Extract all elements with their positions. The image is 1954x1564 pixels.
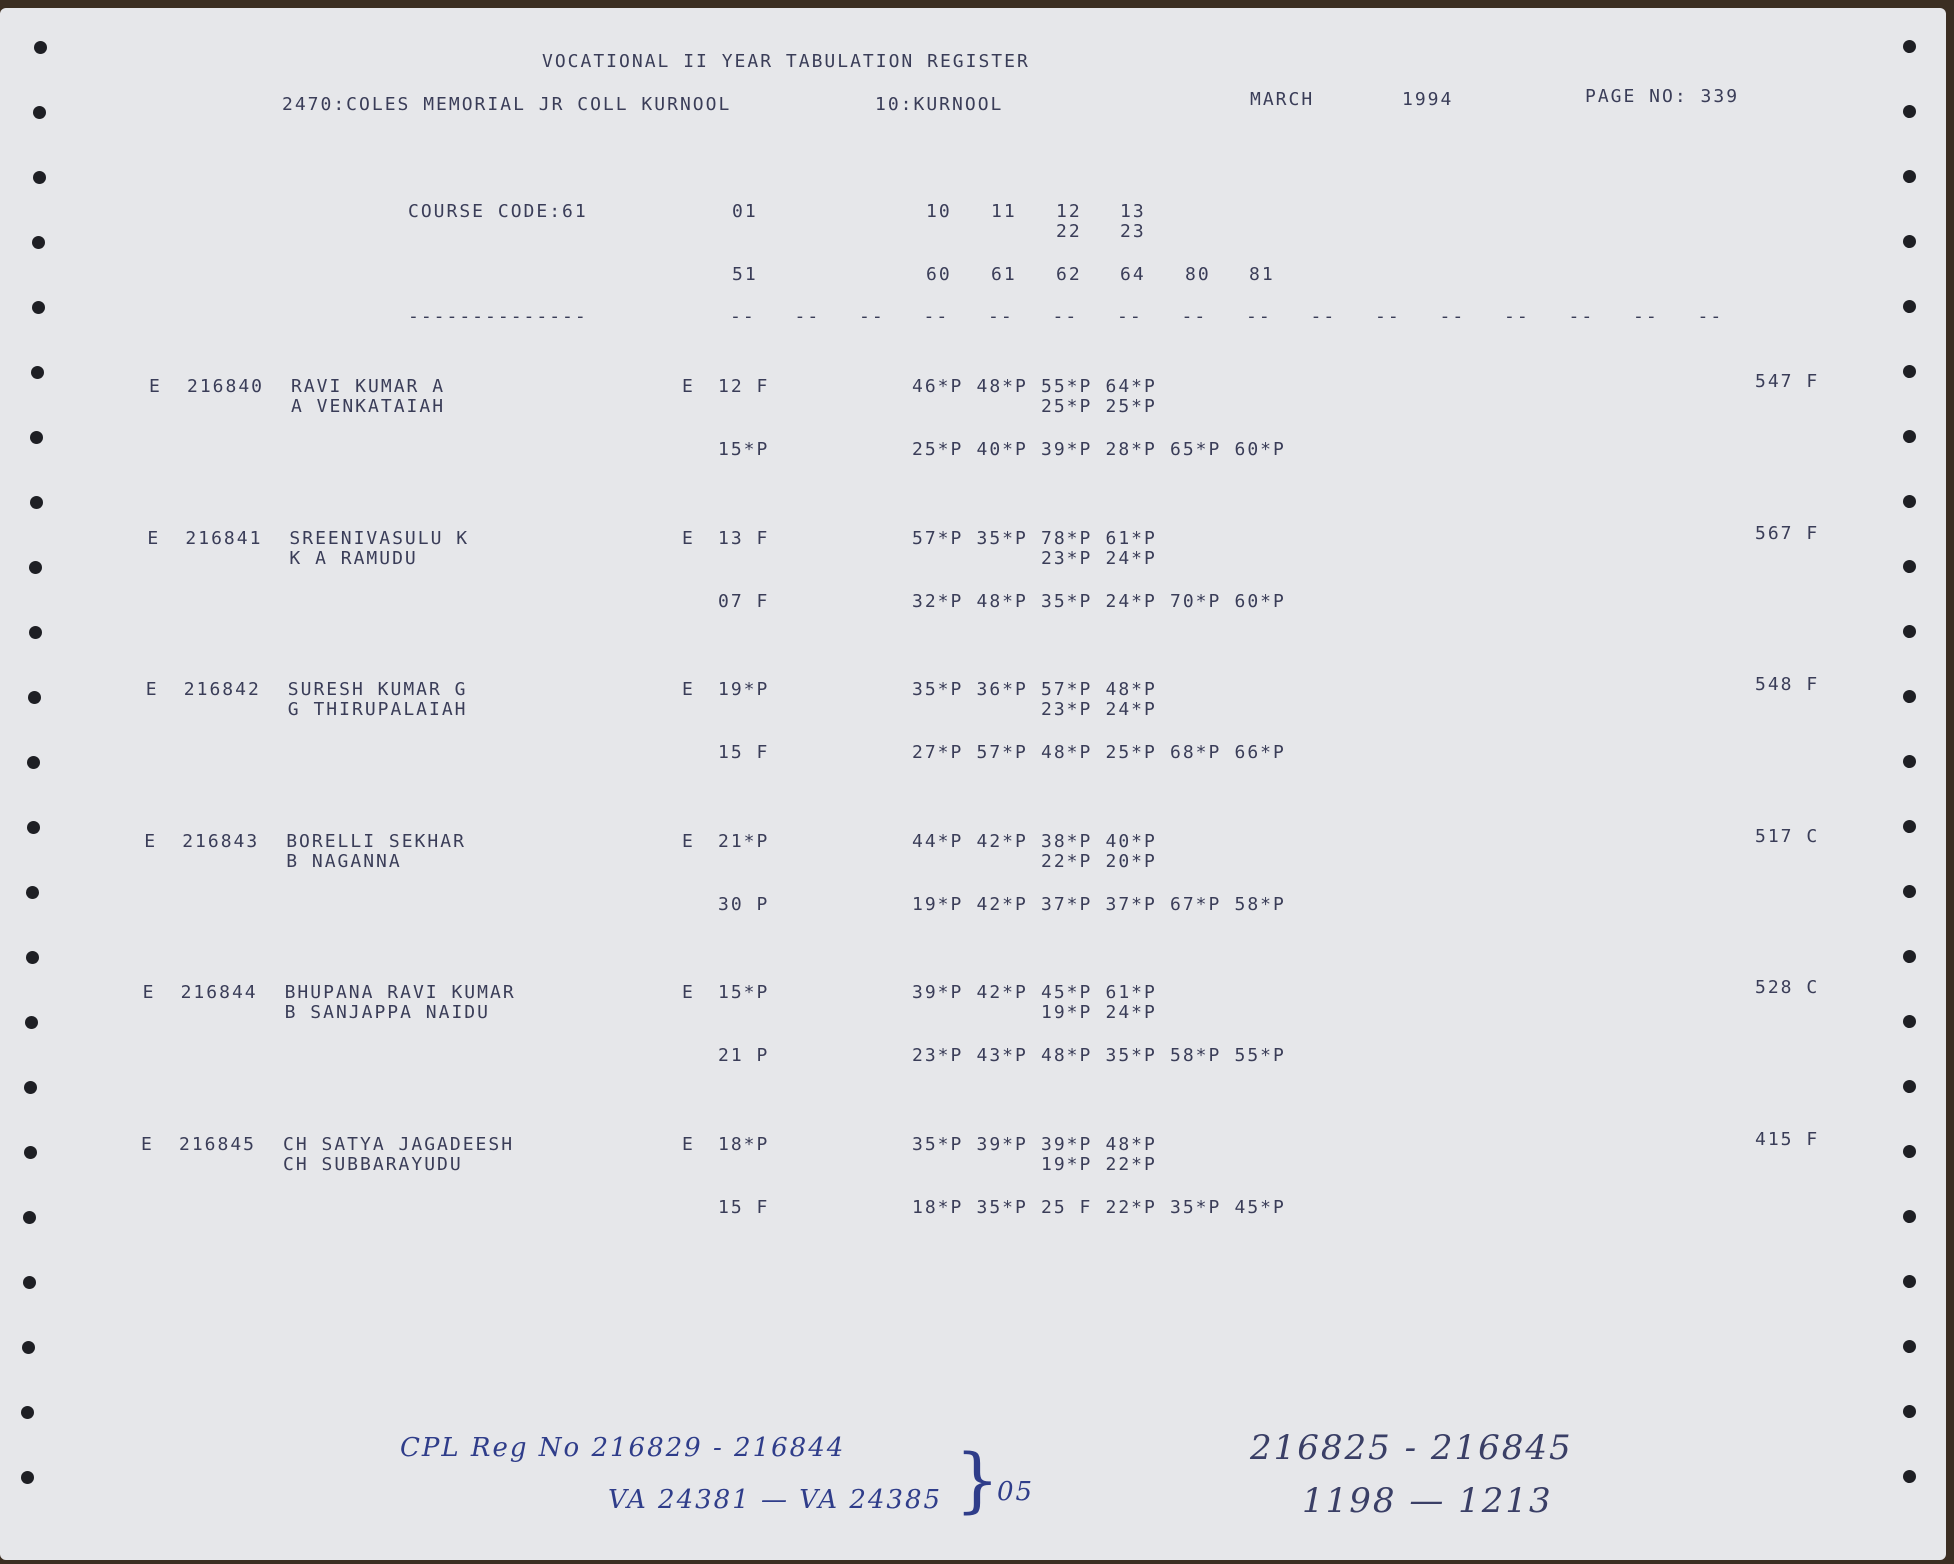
part1-marks: 12 F: [718, 376, 770, 397]
subject-mark: 61*P: [1105, 982, 1157, 1003]
column-separator: --: [1310, 306, 1337, 327]
column-separator: --: [1181, 306, 1208, 327]
roll-number: 216843: [182, 830, 260, 852]
subject-mark: 60*P: [1234, 590, 1286, 612]
subject-mark: 35*P: [1041, 590, 1093, 612]
sprocket-hole: [1903, 430, 1916, 443]
subject-mark: 42*P: [976, 893, 1028, 915]
subject-code: 62: [1056, 264, 1082, 285]
subject-mark: 22*P: [1105, 1196, 1157, 1218]
sprocket-hole: [26, 886, 39, 899]
register-title: VOCATIONAL II YEAR TABULATION REGISTER: [542, 51, 1030, 72]
sprocket-hole: [24, 1146, 37, 1159]
subject-code: 22: [1056, 221, 1082, 242]
subject-mark: 23*P: [1041, 699, 1093, 720]
student-name: CH SATYA JAGADEESH: [283, 1133, 515, 1155]
subject-mark: 39*P: [976, 1133, 1028, 1155]
student-code: E: [141, 1133, 154, 1155]
subject-mark: 67*P: [1170, 893, 1222, 915]
sprocket-hole: [1903, 1340, 1916, 1353]
subject-mark: 22*P: [1105, 1153, 1157, 1175]
subject-mark: 48*P: [1041, 742, 1093, 763]
part2-marks: 15*P: [718, 439, 770, 460]
handwritten-count: 05: [997, 1477, 1035, 1507]
column-separator: --: [1439, 306, 1466, 327]
subject-mark: 39*P: [1041, 439, 1093, 460]
subject-mark: 46*P: [912, 376, 964, 397]
column-separator: --: [794, 306, 821, 327]
subject-mark: 28*P: [1105, 439, 1157, 460]
subject-mark: 25*P: [1105, 396, 1157, 417]
subject-mark: 78*P: [1041, 527, 1093, 549]
subject-mark: 35*P: [1170, 1196, 1222, 1218]
subject-mark: 24*P: [1105, 699, 1157, 720]
sprocket-hole: [1903, 300, 1916, 313]
subject-mark: 42*P: [976, 830, 1028, 852]
sprocket-hole: [27, 821, 40, 834]
sprocket-hole: [1903, 1080, 1916, 1093]
subject-mark: 70*P: [1170, 590, 1222, 612]
part1-marks: 19*P: [718, 679, 770, 700]
total-result: 517 C: [1755, 825, 1820, 847]
column-separator: --: [1117, 306, 1143, 327]
sprocket-hole: [1903, 1015, 1916, 1028]
subject-code: 13: [1120, 201, 1146, 222]
student-name: RAVI KUMAR A: [291, 376, 446, 397]
subject-mark: 36*P: [976, 679, 1028, 700]
exam-year: 1994: [1402, 89, 1454, 110]
medium-code: E: [682, 527, 695, 549]
medium-code: E: [682, 679, 695, 700]
total-result: 528 C: [1755, 977, 1820, 998]
subject-mark: 44*P: [912, 830, 964, 852]
sprocket-hole: [1903, 885, 1916, 898]
student-code: E: [149, 376, 162, 397]
column-separator: --: [1568, 306, 1595, 327]
part2-marks: 15 F: [718, 1196, 770, 1218]
subject-mark: 23*P: [912, 1045, 964, 1066]
subject-mark: 58*P: [1234, 893, 1286, 915]
student-name: SURESH KUMAR G: [287, 679, 468, 700]
subject-mark: 66*P: [1234, 742, 1286, 763]
sprocket-hole: [1903, 1405, 1916, 1418]
subject-mark: 40*P: [1105, 830, 1157, 852]
subject-mark: 18*P: [912, 1196, 964, 1218]
subject-mark: 24*P: [1105, 590, 1157, 612]
subject-mark: 45*P: [1041, 982, 1093, 1003]
column-separator: --: [1504, 306, 1530, 327]
subject-mark: 35*P: [912, 1133, 964, 1155]
sprocket-hole: [1903, 495, 1916, 508]
column-separator: --: [923, 306, 950, 327]
sprocket-hole: [28, 691, 41, 704]
subject-code: 12: [1056, 201, 1082, 222]
college-name: 2470:COLES MEMORIAL JR COLL KURNOOL: [282, 94, 732, 115]
student-name: BORELLI SEKHAR: [286, 830, 466, 852]
roll-number: 216840: [187, 376, 265, 397]
handwritten-number-range: 1198 — 1213: [1302, 1481, 1553, 1521]
subject-mark: 48*P: [1105, 679, 1157, 700]
sprocket-hole: [1903, 560, 1916, 573]
part1-marks: 18*P: [718, 1133, 770, 1155]
sprocket-hole: [22, 1341, 35, 1354]
subject-mark: 35*P: [912, 679, 964, 700]
sprocket-hole: [1903, 690, 1916, 703]
column-separator: --: [1246, 306, 1272, 327]
sprocket-hole: [1903, 365, 1916, 378]
sprocket-hole: [34, 41, 47, 54]
subject-mark: 19*P: [1041, 1153, 1093, 1175]
subject-mark: 40*P: [976, 439, 1028, 460]
roll-number: 216841: [185, 527, 263, 549]
roll-number: 216842: [183, 679, 261, 700]
student-code: E: [145, 679, 159, 700]
subject-code: 61: [991, 264, 1017, 285]
part2-marks: 30 P: [718, 893, 770, 915]
subject-mark: 35*P: [976, 527, 1028, 549]
subject-code: 01: [732, 201, 758, 222]
column-separator: --: [1697, 306, 1724, 327]
part2-marks: 15 F: [718, 742, 770, 763]
subject-mark: 48*P: [976, 376, 1028, 397]
sprocket-hole: [32, 236, 45, 249]
register-sheet: [0, 8, 1946, 1560]
subject-mark: 25*P: [1105, 742, 1157, 763]
column-separator: --: [988, 306, 1014, 327]
subject-mark: 61*P: [1105, 527, 1157, 549]
sprocket-hole: [1903, 1210, 1916, 1223]
subject-code: 10: [926, 201, 952, 222]
sprocket-hole: [25, 1016, 38, 1029]
part1-marks: 15*P: [718, 982, 770, 1003]
subject-mark: 65*P: [1170, 439, 1222, 460]
subject-mark: 37*P: [1105, 893, 1157, 915]
subject-mark: 68*P: [1170, 742, 1222, 763]
handwritten-reg-note: CPL Reg No 216829 - 216844: [400, 1433, 846, 1463]
sprocket-hole: [1903, 820, 1916, 833]
sprocket-hole: [30, 431, 43, 444]
subject-mark: 37*P: [1041, 893, 1093, 915]
sprocket-hole: [1903, 1470, 1916, 1483]
total-result: 567 F: [1755, 522, 1820, 544]
subject-mark: 24*P: [1105, 1002, 1157, 1023]
subject-mark: 35*P: [976, 1196, 1028, 1218]
student-name: SREENIVASULU K: [289, 527, 470, 549]
part2-marks: 07 F: [718, 590, 770, 612]
sprocket-hole: [1903, 755, 1916, 768]
sprocket-hole: [31, 366, 44, 379]
sprocket-hole: [21, 1406, 34, 1419]
total-result: 547 F: [1755, 371, 1820, 392]
subject-code: 23: [1120, 221, 1146, 242]
sprocket-hole: [21, 1471, 34, 1484]
subject-code: 81: [1249, 264, 1275, 285]
subject-code: 51: [732, 264, 758, 285]
student-code: E: [147, 527, 161, 549]
part1-marks: 13 F: [718, 527, 770, 549]
father-name: A VENKATAIAH: [291, 396, 446, 417]
subject-code: 80: [1185, 264, 1211, 285]
father-name: B NAGANNA: [286, 850, 402, 872]
student-name: BHUPANA RAVI KUMAR: [284, 982, 516, 1003]
part2-marks: 21 P: [718, 1045, 770, 1066]
handwritten-va-note: VA 24381 — VA 24385: [608, 1485, 943, 1515]
column-separator: --: [859, 306, 885, 327]
subject-mark: 48*P: [1105, 1133, 1157, 1155]
subject-mark: 35*P: [1105, 1045, 1157, 1066]
column-separator: --: [1633, 306, 1659, 327]
sprocket-hole: [26, 951, 39, 964]
handwritten-brace: }: [955, 1439, 1000, 1521]
subject-mark: 60*P: [1234, 439, 1286, 460]
exam-month: MARCH: [1250, 89, 1315, 110]
subject-mark: 22*P: [1041, 850, 1093, 872]
subject-mark: 39*P: [912, 982, 964, 1003]
subject-mark: 19*P: [1041, 1002, 1093, 1023]
total-result: 548 F: [1755, 674, 1820, 695]
subject-mark: 57*P: [912, 527, 964, 549]
column-separator: --: [1052, 306, 1079, 327]
sprocket-hole: [1903, 1145, 1916, 1158]
subject-mark: 25*P: [912, 439, 964, 460]
father-name: K A RAMUDU: [289, 547, 418, 569]
subject-code: 64: [1120, 264, 1146, 285]
subject-mark: 42*P: [976, 982, 1028, 1003]
student-code: E: [142, 982, 156, 1003]
sprocket-hole: [1903, 1275, 1916, 1288]
medium-code: E: [682, 982, 695, 1003]
sprocket-hole: [23, 1211, 36, 1224]
sprocket-hole: [1903, 625, 1916, 638]
subject-code: 60: [926, 264, 952, 285]
medium-code: E: [682, 830, 695, 852]
student-code: E: [144, 830, 158, 852]
part1-marks: 21*P: [718, 830, 770, 852]
roll-number: 216844: [180, 982, 258, 1003]
father-name: CH SUBBARAYUDU: [283, 1153, 463, 1175]
subject-mark: 48*P: [976, 590, 1028, 612]
subject-mark: 55*P: [1041, 376, 1093, 397]
father-name: G THIRUPALAIAH: [287, 699, 468, 720]
course-code: COURSE CODE:61: [408, 201, 588, 222]
sprocket-hole: [27, 756, 40, 769]
sprocket-hole: [23, 1276, 36, 1289]
subject-mark: 45*P: [1234, 1196, 1286, 1218]
sprocket-hole: [32, 301, 45, 314]
subject-mark: 39*P: [1041, 1133, 1093, 1155]
subject-mark: 20*P: [1105, 850, 1157, 872]
column-separator: --: [730, 306, 756, 327]
subject-mark: 43*P: [976, 1045, 1028, 1066]
sprocket-hole: [1903, 950, 1916, 963]
subject-mark: 64*P: [1105, 376, 1157, 397]
sprocket-hole: [33, 106, 46, 119]
sprocket-hole: [1903, 105, 1916, 118]
subject-mark: 58*P: [1170, 1045, 1222, 1066]
subject-mark: 57*P: [976, 742, 1028, 763]
sprocket-hole: [1903, 170, 1916, 183]
subject-mark: 27*P: [912, 742, 964, 763]
sprocket-hole: [1903, 40, 1916, 53]
subject-mark: 25*P: [1041, 396, 1093, 417]
medium-code: E: [682, 1133, 695, 1155]
subject-mark: 32*P: [912, 590, 964, 612]
subject-mark: 55*P: [1234, 1045, 1286, 1066]
subject-code: 11: [991, 201, 1017, 222]
sprocket-hole: [24, 1081, 37, 1094]
sprocket-hole: [30, 496, 43, 509]
father-name: B SANJAPPA NAIDU: [284, 1002, 490, 1023]
roll-number: 216845: [179, 1133, 257, 1155]
page-number: PAGE NO: 339: [1585, 86, 1740, 107]
sprocket-hole: [29, 561, 42, 574]
total-result: 415 F: [1755, 1128, 1820, 1150]
column-separator: --: [1375, 306, 1401, 327]
subject-mark: 38*P: [1041, 830, 1093, 852]
sprocket-hole: [29, 626, 42, 639]
subject-mark: 24*P: [1105, 547, 1157, 569]
header-dash-line: --------------: [408, 306, 588, 327]
subject-mark: 23*P: [1041, 547, 1093, 569]
medium-code: E: [682, 376, 695, 397]
sprocket-hole: [33, 171, 46, 184]
subject-mark: 57*P: [1041, 679, 1093, 700]
district-name: 10:KURNOOL: [875, 94, 1004, 115]
handwritten-roll-range: 216825 - 216845: [1250, 1428, 1573, 1468]
sprocket-hole: [1903, 235, 1916, 248]
subject-mark: 48*P: [1041, 1045, 1093, 1066]
subject-mark: 19*P: [912, 893, 964, 915]
subject-mark: 25 F: [1041, 1196, 1093, 1218]
